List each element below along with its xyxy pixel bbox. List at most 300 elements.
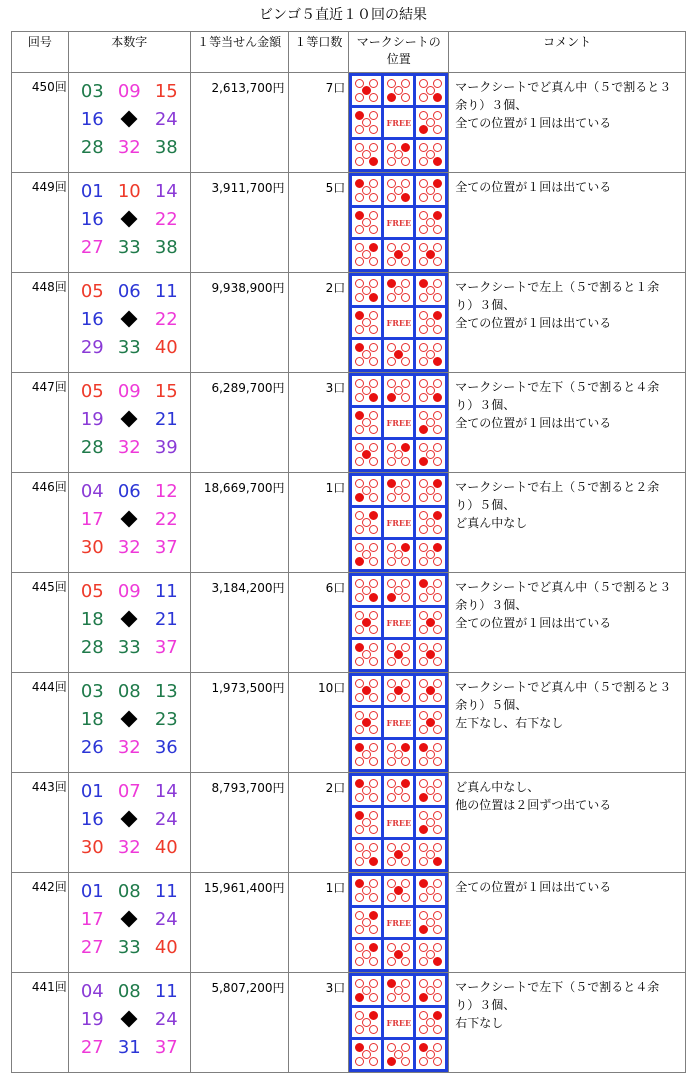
mark-cell <box>415 639 446 670</box>
results-table <box>11 31 686 1073</box>
mark-sheet-grid <box>349 973 448 1072</box>
empty-circle-icon <box>433 593 442 602</box>
round-number: 444回 <box>12 673 69 773</box>
winning-numbers <box>68 573 190 673</box>
bingo-number: 40 <box>154 836 178 858</box>
empty-circle-icon <box>369 625 378 634</box>
first-prize-count: 5口 <box>288 173 349 273</box>
empty-circle-icon <box>355 857 364 866</box>
mark-sheet-grid <box>349 73 448 172</box>
marked-circle-icon <box>369 857 378 866</box>
empty-circle-icon <box>355 825 364 834</box>
empty-circle-icon <box>401 943 410 952</box>
empty-circle-icon <box>355 93 364 102</box>
winning-numbers <box>68 973 190 1073</box>
marked-circle-icon <box>419 125 428 134</box>
empty-circle-icon <box>401 679 410 688</box>
bingo-number: 39 <box>154 436 178 458</box>
empty-circle-icon <box>433 457 442 466</box>
empty-circle-icon <box>369 843 378 852</box>
header-count: １等口数 <box>288 32 349 73</box>
table-row <box>12 473 686 573</box>
marked-circle-icon <box>433 511 442 520</box>
comment-line: マークシートで右上（５で割ると２余 <box>455 480 660 494</box>
empty-circle-icon <box>401 643 410 652</box>
empty-circle-icon <box>433 1057 442 1066</box>
marked-circle-icon <box>369 511 378 520</box>
winning-numbers <box>68 273 190 373</box>
empty-circle-icon <box>433 679 442 688</box>
empty-circle-icon <box>401 379 410 388</box>
empty-circle-icon <box>419 325 428 334</box>
bingo-number: 08 <box>117 680 141 702</box>
empty-circle-icon <box>369 479 378 488</box>
marked-circle-icon <box>433 957 442 966</box>
comment-line: マークシートでど真ん中（５で割ると３ <box>455 580 672 594</box>
empty-circle-icon <box>355 193 364 202</box>
bingo-number: 24 <box>154 1008 178 1030</box>
comment <box>449 173 686 273</box>
empty-circle-icon <box>369 525 378 534</box>
mark-cell <box>383 639 414 670</box>
mark-cell <box>351 607 382 638</box>
mark-cell <box>351 875 382 906</box>
empty-circle-icon <box>369 225 378 234</box>
mark-cell <box>415 107 446 138</box>
empty-circle-icon <box>401 479 410 488</box>
bingo-number: 33 <box>117 636 141 658</box>
marked-circle-icon <box>401 443 410 452</box>
mark-cell <box>351 539 382 570</box>
comment <box>449 773 686 873</box>
bingo-number: 13 <box>154 680 178 702</box>
empty-circle-icon <box>433 825 442 834</box>
mark-cell <box>351 907 382 938</box>
empty-circle-icon <box>433 879 442 888</box>
mark-cell <box>415 75 446 106</box>
empty-circle-icon <box>355 425 364 434</box>
comment-line: 左下なし、右下なし <box>455 716 564 730</box>
mark-cell <box>351 739 382 770</box>
empty-circle-icon <box>369 411 378 420</box>
winning-numbers <box>68 373 190 473</box>
diamond-icon <box>121 610 138 627</box>
empty-circle-icon <box>433 343 442 352</box>
comment-line: 余り）３個、 <box>455 598 528 612</box>
bingo-number: 21 <box>154 408 178 430</box>
mark-cell <box>415 607 446 638</box>
free-cell <box>383 807 414 838</box>
empty-circle-icon <box>401 979 410 988</box>
marked-circle-icon <box>387 1057 396 1066</box>
mark-sheet-grid <box>349 573 448 672</box>
first-prize-count: 3口 <box>288 373 349 473</box>
empty-circle-icon <box>433 111 442 120</box>
empty-circle-icon <box>369 111 378 120</box>
free-label: FREE <box>386 1017 412 1028</box>
empty-circle-icon <box>387 657 396 666</box>
mark-cell <box>415 175 446 206</box>
bingo-number: 27 <box>80 1036 104 1058</box>
free-diamond-icon <box>111 509 148 530</box>
empty-circle-icon <box>369 257 378 266</box>
marked-circle-icon <box>355 993 364 1002</box>
empty-circle-icon <box>433 911 442 920</box>
bingo-number: 37 <box>154 536 178 558</box>
marked-circle-icon <box>401 743 410 752</box>
page-title: ビンゴ５直近１０回の結果 <box>259 7 427 23</box>
mark-cell <box>415 775 446 806</box>
mark-cell <box>415 475 446 506</box>
mark-cell <box>415 807 446 838</box>
mark-cell <box>415 307 446 338</box>
empty-circle-icon <box>369 743 378 752</box>
empty-circle-icon <box>387 993 396 1002</box>
first-prize-amount: 3,911,700円 <box>190 173 288 273</box>
bingo-number: 38 <box>154 236 178 258</box>
empty-circle-icon <box>369 825 378 834</box>
mark-sheet-grid <box>349 273 448 372</box>
mark-cell <box>383 475 414 506</box>
diamond-icon <box>121 1010 138 1027</box>
mark-cell <box>351 107 382 138</box>
bingo-number: 40 <box>154 936 178 958</box>
mark-cell <box>351 239 382 270</box>
empty-circle-icon <box>369 125 378 134</box>
comment-line: 全ての位置が１回は出ている <box>455 116 612 130</box>
free-cell <box>383 507 414 538</box>
bingo-number: 15 <box>154 80 178 102</box>
empty-circle-icon <box>419 525 428 534</box>
mark-sheet-position <box>349 873 449 973</box>
marked-circle-icon <box>355 557 364 566</box>
empty-circle-icon <box>433 443 442 452</box>
header-marks-line1: マークシートの <box>356 35 441 49</box>
mark-cell <box>415 239 446 270</box>
mark-cell <box>383 675 414 706</box>
marked-circle-icon <box>433 93 442 102</box>
mark-cell <box>383 275 414 306</box>
comment-line: ど真ん中なし <box>455 516 528 530</box>
bingo-number: 26 <box>80 736 104 758</box>
empty-circle-icon <box>369 611 378 620</box>
mark-cell <box>351 339 382 370</box>
comment <box>449 73 686 173</box>
first-prize-count: 2口 <box>288 773 349 873</box>
empty-circle-icon <box>401 957 410 966</box>
empty-circle-icon <box>433 611 442 620</box>
marked-circle-icon <box>433 357 442 366</box>
mark-cell <box>383 975 414 1006</box>
header-amount: １等当せん金額 <box>190 32 288 73</box>
mark-cell <box>351 575 382 606</box>
mark-cell <box>351 307 382 338</box>
mark-sheet-position <box>349 473 449 573</box>
free-cell <box>383 707 414 738</box>
empty-circle-icon <box>433 525 442 534</box>
empty-circle-icon <box>433 143 442 152</box>
first-prize-count: 6口 <box>288 573 349 673</box>
mark-cell <box>383 839 414 870</box>
comment-line: マークシートでど真ん中（５で割ると３ <box>455 680 672 694</box>
comment-line: マークシートでど真ん中（５で割ると３ <box>455 80 672 94</box>
marked-circle-icon <box>355 493 364 502</box>
first-prize-amount: 3,184,200円 <box>190 573 288 673</box>
empty-circle-icon <box>369 979 378 988</box>
marked-circle-icon <box>433 857 442 866</box>
free-label: FREE <box>386 817 412 828</box>
first-prize-amount: 8,793,700円 <box>190 773 288 873</box>
empty-circle-icon <box>369 579 378 588</box>
empty-circle-icon <box>401 1057 410 1066</box>
empty-circle-icon <box>369 643 378 652</box>
empty-circle-icon <box>355 325 364 334</box>
empty-circle-icon <box>433 243 442 252</box>
marked-circle-icon <box>401 143 410 152</box>
bingo-number: 16 <box>80 108 104 130</box>
empty-circle-icon <box>433 411 442 420</box>
empty-circle-icon <box>419 957 428 966</box>
mark-cell <box>415 375 446 406</box>
empty-circle-icon <box>401 179 410 188</box>
marked-circle-icon <box>369 593 378 602</box>
empty-circle-icon <box>387 557 396 566</box>
bingo-number: 21 <box>154 608 178 630</box>
bingo-number: 28 <box>80 636 104 658</box>
marked-circle-icon <box>387 93 396 102</box>
comment-line: り）３個、 <box>455 298 516 312</box>
empty-circle-icon <box>369 725 378 734</box>
empty-circle-icon <box>401 393 410 402</box>
bingo-number: 12 <box>154 480 178 502</box>
empty-circle-icon <box>355 125 364 134</box>
comment-line: 余り）３個、 <box>455 98 528 112</box>
mark-sheet-grid <box>349 373 448 472</box>
free-label: FREE <box>386 217 412 228</box>
comment <box>449 873 686 973</box>
empty-circle-icon <box>401 257 410 266</box>
bingo-number: 24 <box>154 808 178 830</box>
mark-cell <box>383 575 414 606</box>
mark-sheet-position <box>349 173 449 273</box>
table-row <box>12 73 686 173</box>
empty-circle-icon <box>433 279 442 288</box>
empty-circle-icon <box>419 293 428 302</box>
mark-sheet-position <box>349 573 449 673</box>
mark-cell <box>383 239 414 270</box>
bingo-number: 40 <box>154 336 178 358</box>
empty-circle-icon <box>433 893 442 902</box>
empty-circle-icon <box>369 79 378 88</box>
empty-circle-icon <box>401 757 410 766</box>
empty-circle-icon <box>419 625 428 634</box>
mark-cell <box>351 939 382 970</box>
empty-circle-icon <box>369 279 378 288</box>
empty-circle-icon <box>355 693 364 702</box>
mark-cell <box>415 339 446 370</box>
empty-circle-icon <box>355 293 364 302</box>
free-label: FREE <box>386 617 412 628</box>
mark-sheet-grid <box>349 473 448 572</box>
empty-circle-icon <box>433 711 442 720</box>
comment-line: り）５個、 <box>455 498 516 512</box>
marked-circle-icon <box>419 993 428 1002</box>
bingo-number: 08 <box>117 980 141 1002</box>
mark-sheet-position <box>349 673 449 773</box>
mark-cell <box>415 207 446 238</box>
empty-circle-icon <box>433 943 442 952</box>
bingo-number: 04 <box>80 480 104 502</box>
empty-circle-icon <box>433 425 442 434</box>
free-cell <box>383 207 414 238</box>
bingo-number: 16 <box>80 808 104 830</box>
table-row <box>12 173 686 273</box>
empty-circle-icon <box>433 493 442 502</box>
empty-circle-icon <box>433 579 442 588</box>
bingo-number: 06 <box>117 480 141 502</box>
bingo-number: 11 <box>154 980 178 1002</box>
empty-circle-icon <box>433 79 442 88</box>
mark-cell <box>415 439 446 470</box>
free-diamond-icon <box>111 209 148 230</box>
mark-sheet-position <box>349 773 449 873</box>
table-row <box>12 573 686 673</box>
mark-cell <box>383 439 414 470</box>
mark-cell <box>383 739 414 770</box>
bingo-number: 04 <box>80 980 104 1002</box>
empty-circle-icon <box>387 257 396 266</box>
table-row <box>12 973 686 1073</box>
bingo-number: 36 <box>154 736 178 758</box>
empty-circle-icon <box>419 593 428 602</box>
header-numbers: 本数字 <box>68 32 190 73</box>
bingo-number: 32 <box>117 736 141 758</box>
empty-circle-icon <box>387 957 396 966</box>
first-prize-count: 10口 <box>288 673 349 773</box>
mark-sheet-position <box>349 273 449 373</box>
bingo-number: 14 <box>154 180 178 202</box>
comment-line: 全ての位置が１回は出ている <box>455 616 612 630</box>
free-label: FREE <box>386 517 412 528</box>
free-cell <box>383 107 414 138</box>
bingo-number: 28 <box>80 436 104 458</box>
marked-circle-icon <box>369 1011 378 1020</box>
bingo-number: 11 <box>154 280 178 302</box>
winning-numbers <box>68 673 190 773</box>
empty-circle-icon <box>355 625 364 634</box>
empty-circle-icon <box>419 725 428 734</box>
mark-cell <box>351 375 382 406</box>
empty-circle-icon <box>419 557 428 566</box>
bingo-number: 14 <box>154 780 178 802</box>
free-diamond-icon <box>111 409 148 430</box>
empty-circle-icon <box>355 925 364 934</box>
mark-sheet-position <box>349 373 449 473</box>
round-number: 446回 <box>12 473 69 573</box>
bingo-number: 24 <box>154 108 178 130</box>
empty-circle-icon <box>419 157 428 166</box>
comment-line: マークシートで左下（５で割ると４余 <box>455 380 660 394</box>
empty-circle-icon <box>419 1057 428 1066</box>
empty-circle-icon <box>355 1057 364 1066</box>
empty-circle-icon <box>433 725 442 734</box>
mark-cell <box>351 807 382 838</box>
first-prize-amount: 6,289,700円 <box>190 373 288 473</box>
winning-numbers <box>68 873 190 973</box>
mark-cell <box>351 507 382 538</box>
bingo-number: 32 <box>117 536 141 558</box>
marked-circle-icon <box>419 457 428 466</box>
empty-circle-icon <box>355 725 364 734</box>
marked-circle-icon <box>433 311 442 320</box>
round-number: 447回 <box>12 373 69 473</box>
first-prize-count: 1口 <box>288 473 349 573</box>
empty-circle-icon <box>369 1025 378 1034</box>
empty-circle-icon <box>419 657 428 666</box>
empty-circle-icon <box>387 793 396 802</box>
marked-circle-icon <box>433 179 442 188</box>
mark-cell <box>415 507 446 538</box>
empty-circle-icon <box>401 993 410 1002</box>
empty-circle-icon <box>433 193 442 202</box>
round-number: 442回 <box>12 873 69 973</box>
comment-line: 右下なし <box>455 1016 504 1030</box>
empty-circle-icon <box>387 893 396 902</box>
empty-circle-icon <box>355 525 364 534</box>
empty-circle-icon <box>401 879 410 888</box>
mark-cell <box>383 939 414 970</box>
first-prize-amount: 9,938,900円 <box>190 273 288 373</box>
free-label: FREE <box>386 317 412 328</box>
empty-circle-icon <box>419 757 428 766</box>
empty-circle-icon <box>355 593 364 602</box>
empty-circle-icon <box>387 293 396 302</box>
mark-sheet-position <box>349 973 449 1073</box>
marked-circle-icon <box>433 157 442 166</box>
marked-circle-icon <box>369 243 378 252</box>
mark-cell <box>351 407 382 438</box>
bingo-number: 07 <box>117 780 141 802</box>
mark-cell <box>383 775 414 806</box>
empty-circle-icon <box>419 1025 428 1034</box>
empty-circle-icon <box>355 957 364 966</box>
empty-circle-icon <box>433 125 442 134</box>
empty-circle-icon <box>369 993 378 1002</box>
free-cell <box>383 907 414 938</box>
winning-numbers <box>68 173 190 273</box>
marked-circle-icon <box>369 157 378 166</box>
bingo-number: 37 <box>154 1036 178 1058</box>
empty-circle-icon <box>355 893 364 902</box>
first-prize-count: 7口 <box>288 73 349 173</box>
first-prize-amount: 5,807,200円 <box>190 973 288 1073</box>
empty-circle-icon <box>433 693 442 702</box>
mark-cell <box>351 675 382 706</box>
empty-circle-icon <box>369 893 378 902</box>
mark-sheet-grid <box>349 673 448 772</box>
empty-circle-icon <box>369 711 378 720</box>
empty-circle-icon <box>387 693 396 702</box>
bingo-number: 29 <box>80 336 104 358</box>
mark-cell <box>383 875 414 906</box>
free-label: FREE <box>386 917 412 928</box>
free-label: FREE <box>386 417 412 428</box>
bingo-number: 37 <box>154 636 178 658</box>
empty-circle-icon <box>433 557 442 566</box>
empty-circle-icon <box>369 879 378 888</box>
empty-circle-icon <box>369 425 378 434</box>
marked-circle-icon <box>369 293 378 302</box>
